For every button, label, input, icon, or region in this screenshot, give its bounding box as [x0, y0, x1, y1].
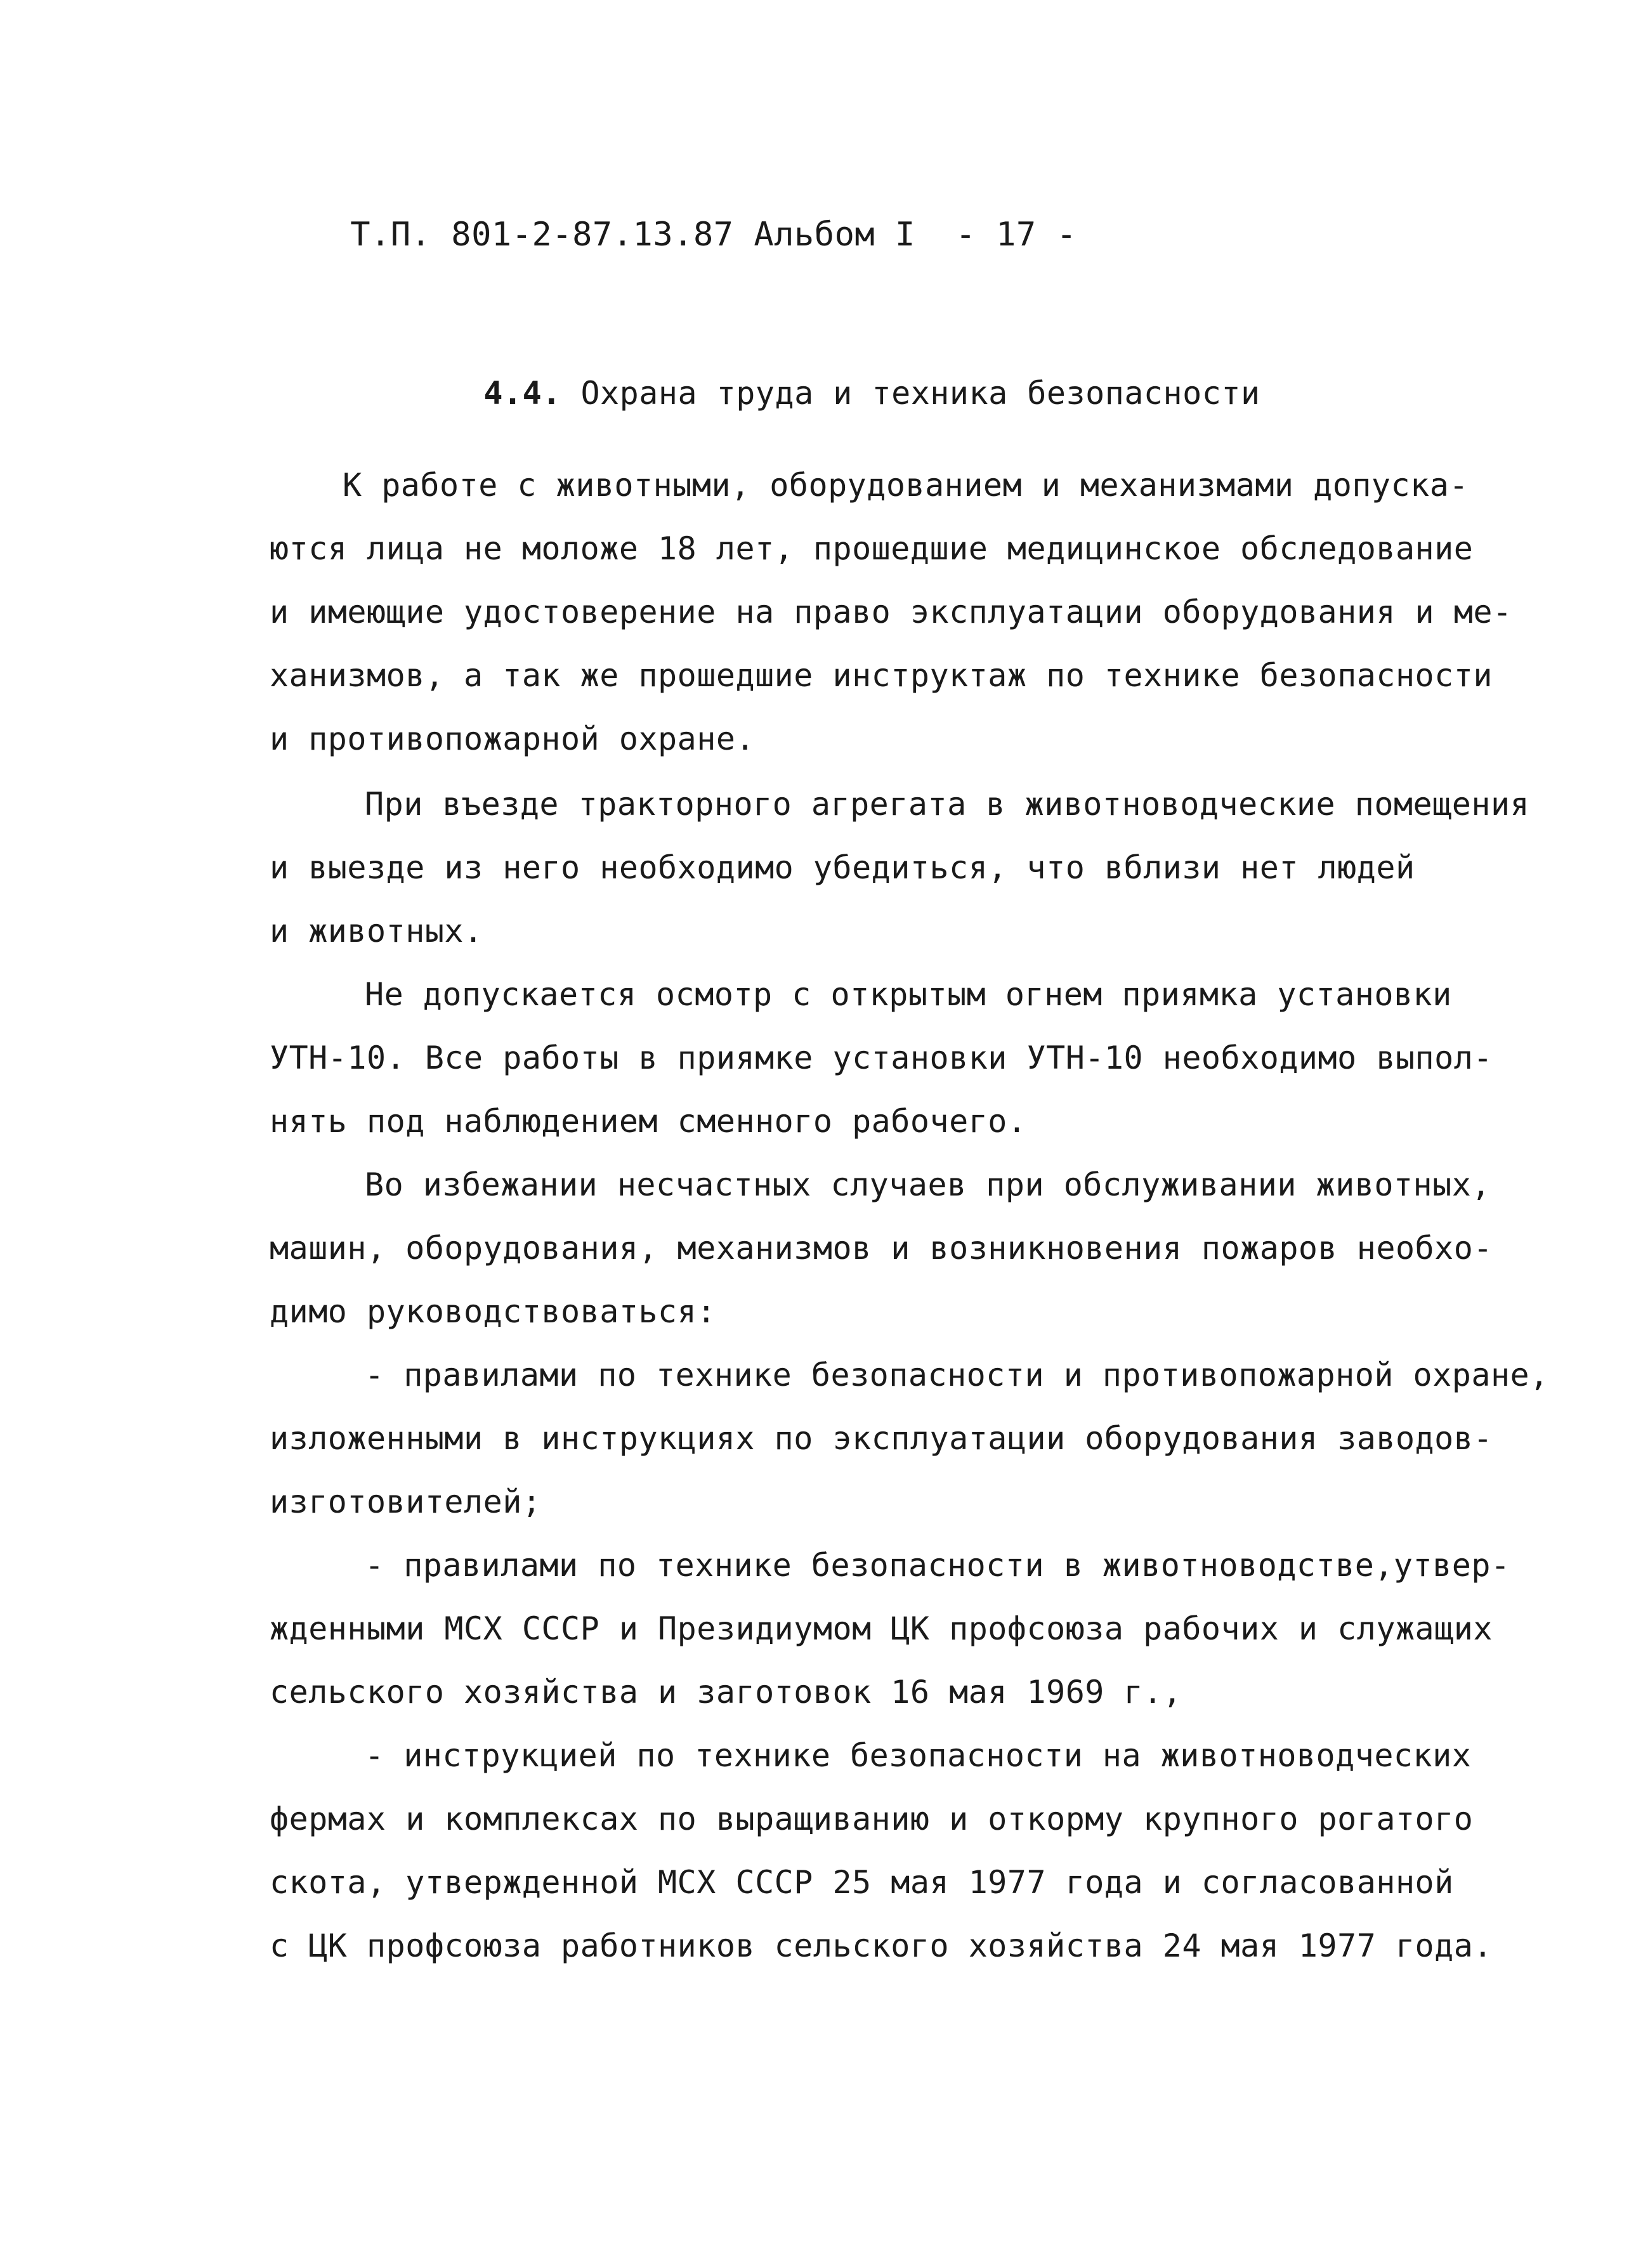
body-line: - инструкцией по технике безопасности на животноводческих [365, 1737, 1472, 1774]
body-line: УТН-10. Все работы в приямке установки УТН-10 необходимо выпол- [270, 1040, 1493, 1076]
body-line: сельского хозяйства и заготовок 16 мая 1969 г., [270, 1674, 1182, 1711]
page-number: - 17 - [955, 216, 1077, 254]
body-line: К работе с животными, оборудованием и механизмами допуска- [343, 467, 1469, 504]
body-line: и противопожарной охране. [270, 720, 756, 757]
body-line: ются лица не моложе 18 лет, прошедшие медицинское обследование [270, 530, 1474, 567]
body-line: димо руководствоваться: [270, 1293, 716, 1330]
body-line: При въезде тракторного агрегата в животноводческие помещения [365, 786, 1530, 823]
body-line: с ЦК профсоюза работников сельского хозяйства 24 мая 1977 года. [270, 1927, 1493, 1964]
document-reference: Т.П. 801-2-87.13.87 Альбом I [350, 216, 915, 254]
section-title: Охрана труда и техника безопасности [580, 375, 1260, 412]
body-line: и животных. [270, 913, 483, 949]
body-line: изложенными в инструкциях по эксплуатации оборудования заводов- [270, 1420, 1493, 1457]
body-line: скота, утвержденной МСХ СССР 25 мая 1977 года и согласованной [270, 1864, 1454, 1901]
body-line: изготовителей; [270, 1483, 542, 1520]
body-line: ханизмов, а так же прошедшие инструктаж по технике безопасности [270, 657, 1493, 694]
body-line: машин, оборудования, механизмов и возникновения пожаров необхо- [270, 1230, 1493, 1267]
body-line: Не допускается осмотр с открытым огнем приямка установки [365, 976, 1452, 1013]
body-line: нять под наблюдением сменного рабочего. [270, 1103, 1027, 1140]
section-number: 4.4. [483, 375, 561, 412]
body-line: и имеющие удостоверение на право эксплуатации оборудования и ме- [270, 594, 1512, 630]
body-line: - правилами по технике безопасности и противопожарной охране, [365, 1357, 1549, 1393]
body-line: жденными МСХ СССР и Президиумом ЦК профсоюза рабочих и служащих [270, 1610, 1493, 1647]
page-header [270, 178, 1076, 292]
body-line: фермах и комплексах по выращиванию и откорму крупного рогатого [270, 1801, 1474, 1837]
body-line: Во избежании несчастных случаев при обслуживании животных, [365, 1166, 1491, 1203]
section-heading [406, 336, 1260, 450]
body-line: - правилами по технике безопасности в животноводстве,утвер- [365, 1547, 1510, 1584]
body-line: и выезде из него необходимо убедиться, что вблизи нет людей [270, 849, 1415, 886]
